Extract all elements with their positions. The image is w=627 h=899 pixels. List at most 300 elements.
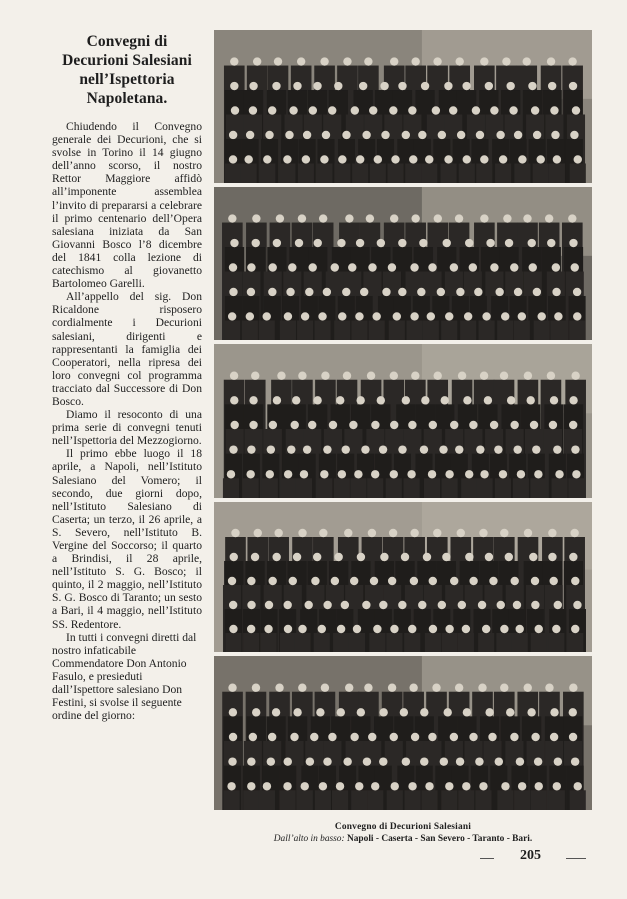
figure-head <box>510 577 518 585</box>
figure-body <box>531 633 547 652</box>
figure-head <box>549 421 557 429</box>
figure-head <box>247 577 255 585</box>
figure-head <box>230 372 238 380</box>
figure-head <box>275 684 283 692</box>
figure-head <box>390 372 398 380</box>
figure-head <box>398 445 406 453</box>
figure-head <box>277 372 285 380</box>
figure-body <box>315 790 331 810</box>
figure-body <box>549 790 565 810</box>
figure-head <box>381 131 389 139</box>
figure-head <box>318 625 326 633</box>
figure-body <box>548 633 564 652</box>
figure-head <box>574 155 582 163</box>
figure-body <box>513 478 529 498</box>
caption-title: Convegno di Decurioni Salesiani <box>334 822 472 832</box>
figure-head <box>554 757 562 765</box>
figure-body <box>351 320 367 340</box>
figure-head <box>474 288 482 296</box>
figure-head <box>349 421 357 429</box>
photo-drawing <box>214 344 592 498</box>
figure-head <box>283 782 291 790</box>
figure-head <box>568 57 576 65</box>
figure-head <box>263 155 271 163</box>
article-paragraph: Diamo il resoconto di una prima serie di convegni tenuti nell’Ispettoria del Mezzogiorno. <box>52 408 202 448</box>
figure-head <box>252 239 260 247</box>
figure-head <box>369 106 377 114</box>
figure-body <box>569 320 585 340</box>
figure-head <box>355 312 363 320</box>
figure-head <box>402 757 410 765</box>
figure-head <box>323 757 331 765</box>
figure-head <box>535 782 543 790</box>
figure-head <box>479 529 487 537</box>
figure-body <box>370 163 386 183</box>
figure-head <box>455 684 463 692</box>
figure-head <box>547 372 555 380</box>
figure-head <box>290 733 298 741</box>
figure-head <box>379 601 387 609</box>
figure-head <box>320 155 328 163</box>
figure-head <box>264 625 272 633</box>
figure-head <box>449 106 457 114</box>
figure-head <box>284 757 292 765</box>
figure-body <box>224 320 240 340</box>
figure-head <box>380 82 388 90</box>
figure-head <box>570 529 578 537</box>
figure-body <box>514 163 530 183</box>
figure-head <box>361 445 369 453</box>
group-photo-san-severo <box>214 344 592 498</box>
figure-head <box>552 288 560 296</box>
figure-head <box>228 757 236 765</box>
figure-head <box>482 625 490 633</box>
figure-head <box>298 529 306 537</box>
figure-head <box>438 601 446 609</box>
figure-head <box>555 470 563 478</box>
figure-head <box>571 625 579 633</box>
figure-head <box>443 239 451 247</box>
figure-head <box>552 263 560 271</box>
figure-head <box>532 445 540 453</box>
figure-body <box>496 633 512 652</box>
figure-head <box>389 529 397 537</box>
figure-head <box>350 577 358 585</box>
figure-head <box>284 470 292 478</box>
figure-head <box>291 421 299 429</box>
figure-head <box>249 82 257 90</box>
figure-head <box>531 106 539 114</box>
figure-head <box>505 553 513 561</box>
figure-body <box>425 633 441 652</box>
figure-body <box>279 163 295 183</box>
figure-head <box>272 708 280 716</box>
figure-head <box>550 708 558 716</box>
figure-head <box>363 757 371 765</box>
figure-head <box>444 82 452 90</box>
figure-body <box>460 320 476 340</box>
figure-body <box>441 790 457 810</box>
figure-head <box>336 782 344 790</box>
article-column <box>52 32 202 722</box>
figure-head <box>298 372 306 380</box>
figure-head <box>371 782 379 790</box>
figure-head <box>274 529 282 537</box>
caption-places: Napoli - Caserta - San Severo - Taranto - Bari. <box>346 834 533 844</box>
figure-body <box>225 163 241 183</box>
figure-head <box>308 421 316 429</box>
figure-head <box>295 239 303 247</box>
figure-head <box>524 372 532 380</box>
figure-head <box>329 421 337 429</box>
figure-head <box>538 312 546 320</box>
figure-head <box>331 577 339 585</box>
figure-head <box>292 396 300 404</box>
figure-head <box>314 239 322 247</box>
figure-head <box>402 131 410 139</box>
figure-head <box>408 421 416 429</box>
figure-head <box>268 106 276 114</box>
figure-head <box>313 82 321 90</box>
figure-body <box>350 478 366 498</box>
figure-body <box>334 320 350 340</box>
figure-head <box>480 214 488 222</box>
figure-head <box>301 312 309 320</box>
figure-head <box>501 312 509 320</box>
figure-head <box>488 733 496 741</box>
figure-head <box>529 263 537 271</box>
figure-head <box>268 577 276 585</box>
figure-head <box>506 708 514 716</box>
figure-head <box>528 239 536 247</box>
figure-head <box>247 757 255 765</box>
figure-head <box>552 625 560 633</box>
figure-head <box>494 445 502 453</box>
figure-body <box>495 478 511 498</box>
figure-head <box>364 684 372 692</box>
figure-head <box>536 155 544 163</box>
figure-head <box>465 470 473 478</box>
figure-head <box>263 312 271 320</box>
figure-head <box>230 421 238 429</box>
figure-head <box>398 82 406 90</box>
figure-body <box>352 163 368 183</box>
figure-head <box>438 131 446 139</box>
figure-head <box>390 625 398 633</box>
figure-head <box>428 470 436 478</box>
figure-head <box>465 239 473 247</box>
figure-head <box>246 131 254 139</box>
figure-head <box>571 263 579 271</box>
figure-head <box>272 82 280 90</box>
figure-head <box>573 601 581 609</box>
figure-head <box>500 372 508 380</box>
figure-head <box>425 155 433 163</box>
figure-head <box>229 708 237 716</box>
figure-head <box>334 82 342 90</box>
figure-head <box>344 529 352 537</box>
figure-head <box>407 470 415 478</box>
figure-head <box>478 684 486 692</box>
page-number-dash-right <box>566 858 586 859</box>
figure-head <box>439 445 447 453</box>
figure-body <box>423 320 439 340</box>
figure-head <box>300 470 308 478</box>
figure-body <box>512 633 528 652</box>
photo-drawing <box>214 187 592 340</box>
figure-body <box>259 790 275 810</box>
figure-body <box>458 633 474 652</box>
figure-body <box>405 163 421 183</box>
figure-body <box>549 163 565 183</box>
caption-line <box>214 833 592 845</box>
figure-head <box>321 372 329 380</box>
figure-body <box>243 478 259 498</box>
figure-head <box>445 470 453 478</box>
figure-head <box>506 82 514 90</box>
group-photo-bari <box>214 656 592 810</box>
figure-body <box>367 790 383 810</box>
figure-head <box>293 82 301 90</box>
figure-head <box>379 708 387 716</box>
figure-head <box>531 733 539 741</box>
figure-head <box>229 601 237 609</box>
figure-body <box>477 478 493 498</box>
figure-body <box>421 790 437 810</box>
figure-head <box>455 214 463 222</box>
figure-head <box>227 470 235 478</box>
figure-head <box>457 131 465 139</box>
figure-head <box>417 288 425 296</box>
figure-head <box>328 106 336 114</box>
figure-head <box>377 396 385 404</box>
figure-head <box>503 214 511 222</box>
group-photo-napoli <box>214 30 592 183</box>
figure-head <box>229 625 237 633</box>
figure-head <box>343 57 351 65</box>
figure-head <box>434 372 442 380</box>
figure-head <box>338 155 346 163</box>
figure-body <box>476 163 492 183</box>
figure-head <box>398 601 406 609</box>
figure-head <box>530 421 538 429</box>
figure-body <box>479 320 495 340</box>
figure-head <box>476 131 484 139</box>
figure-head <box>362 601 370 609</box>
figure-head <box>283 155 291 163</box>
figure-body <box>386 633 402 652</box>
figure-head <box>463 708 471 716</box>
figure-head <box>450 421 458 429</box>
figure-body <box>367 478 383 498</box>
figure-head <box>432 106 440 114</box>
figure-body <box>478 633 494 652</box>
figure-head <box>480 372 488 380</box>
figure-head <box>348 263 356 271</box>
figure-head <box>495 288 503 296</box>
figure-head <box>444 708 452 716</box>
figure-head <box>273 239 281 247</box>
figure-head <box>429 421 437 429</box>
figure-body <box>387 163 403 183</box>
figure-body <box>386 478 402 498</box>
figure-head <box>442 553 450 561</box>
figure-head <box>254 529 262 537</box>
figure-head <box>390 57 398 65</box>
figure-head <box>305 288 313 296</box>
figure-body <box>242 320 258 340</box>
figure-body <box>404 478 420 498</box>
group-photo-taranto <box>214 502 592 652</box>
figure-head <box>497 601 505 609</box>
figure-head <box>550 396 558 404</box>
figure-head <box>568 214 576 222</box>
figure-head <box>514 131 522 139</box>
figure-head <box>429 625 437 633</box>
figure-head <box>337 239 345 247</box>
figure-head <box>244 155 252 163</box>
figure-head <box>247 782 255 790</box>
article-paragraph: All’appello del sig. Don Ricaldone risposero cordialmente i Decurioni salesiani, dirigenti e rappresentanti la famiglia dei Cooperatori, nella ripresa dei loro convegni col programma tracciato dal Successore di Don Bosco. <box>52 290 202 408</box>
figure-head <box>267 757 275 765</box>
figure-head <box>318 312 326 320</box>
figure-head <box>462 625 470 633</box>
figure-head <box>507 396 515 404</box>
figure-body <box>514 790 530 810</box>
figure-head <box>514 288 522 296</box>
figure-head <box>572 470 580 478</box>
figure-head <box>550 106 558 114</box>
figure-body <box>570 790 586 810</box>
figure-head <box>480 155 488 163</box>
figure-head <box>252 708 260 716</box>
figure-head <box>274 57 282 65</box>
figure-body <box>497 320 513 340</box>
figure-head <box>377 239 385 247</box>
figure-body <box>297 320 313 340</box>
figure-head <box>427 312 435 320</box>
figure-body <box>407 320 423 340</box>
figure-head <box>388 684 396 692</box>
figure-head <box>298 684 306 692</box>
figure-head <box>368 529 376 537</box>
figure-head <box>535 625 543 633</box>
figure-head <box>247 263 255 271</box>
figure-head <box>287 445 295 453</box>
figure-body <box>334 478 350 498</box>
figure-head <box>409 155 417 163</box>
figure-head <box>458 372 466 380</box>
figure-head <box>518 155 526 163</box>
figure-head <box>545 214 553 222</box>
figure-head <box>456 57 464 65</box>
figure-head <box>533 288 541 296</box>
figure-head <box>298 625 306 633</box>
article-title: Convegni di Decurioni Salesiani nell’Ispettoria Napoletana. <box>62 33 192 107</box>
figure-head <box>313 553 321 561</box>
figure-head <box>309 106 317 114</box>
article-paragraph: Il primo ebbe luogo il 18 aprile, a Napoli, nell’Istituto Salesiano del Vomero; il secondo, due giorni dopo, nell’Istituto Salesiano di Caserta; un terzo, il 26 aprile, a S. Severo, nell’Istituto B. Vergine del Soccorso; il quarto a Brindisi, il 28 aprile, nell’Istituto S. G. Bosco; il quinto, il 2 maggio, nell’Istituto S. G. Bosco di Taranto; un sesto a Bari, il 4 maggio, nell’Istituto SS. Redentore. <box>52 447 202 631</box>
figure-head <box>408 782 416 790</box>
figure-head <box>267 445 275 453</box>
figure-head <box>553 782 561 790</box>
figure-head <box>316 708 324 716</box>
figure-head <box>229 263 237 271</box>
figure-head <box>553 445 561 453</box>
figure-head <box>364 57 372 65</box>
figure-head <box>379 757 387 765</box>
figure-head <box>247 288 255 296</box>
figure-head <box>228 577 236 585</box>
figure-head <box>285 131 293 139</box>
figure-head <box>480 57 488 65</box>
figure-head <box>458 601 466 609</box>
figure-head <box>289 577 297 585</box>
figure-head <box>356 239 364 247</box>
figure-head <box>423 553 431 561</box>
figure-head <box>490 106 498 114</box>
figure-body <box>497 790 513 810</box>
figure-head <box>484 396 492 404</box>
figure-body <box>243 633 259 652</box>
figure-body <box>262 478 278 498</box>
figure-head <box>547 57 555 65</box>
figure-head <box>388 577 396 585</box>
figure-body <box>461 478 477 498</box>
figure-body <box>441 320 457 340</box>
figure-head <box>485 553 493 561</box>
figure-head <box>434 214 442 222</box>
figure-head <box>313 396 321 404</box>
figure-head <box>524 529 532 537</box>
figure-head <box>276 214 284 222</box>
figure-body <box>459 163 475 183</box>
figure-head <box>433 529 441 537</box>
figure-body <box>421 163 437 183</box>
figure-head <box>320 57 328 65</box>
figure-body <box>316 478 332 498</box>
figure-head <box>229 131 237 139</box>
figure-head <box>402 396 410 404</box>
figure-head <box>379 445 387 453</box>
figure-head <box>569 421 577 429</box>
figure-head <box>445 625 453 633</box>
figure-head <box>265 601 273 609</box>
figure-head <box>310 733 318 741</box>
figure-head <box>246 312 254 320</box>
figure-head <box>529 553 537 561</box>
figure-head <box>249 733 257 741</box>
figure-head <box>334 553 342 561</box>
figure-head <box>390 421 398 429</box>
article-body <box>52 120 202 722</box>
figure-head <box>524 684 532 692</box>
figure-head <box>247 445 255 453</box>
figure-body <box>280 320 296 340</box>
figure-head <box>356 155 364 163</box>
figure-head <box>322 131 330 139</box>
figure-head <box>420 708 428 716</box>
figure-head <box>450 733 458 741</box>
figure-body <box>259 320 275 340</box>
figure-head <box>420 445 428 453</box>
figure-head <box>265 131 273 139</box>
figure-body <box>259 163 275 183</box>
figure-head <box>457 529 465 537</box>
figure-head <box>440 757 448 765</box>
figure-head <box>496 131 504 139</box>
figure-body <box>495 163 511 183</box>
